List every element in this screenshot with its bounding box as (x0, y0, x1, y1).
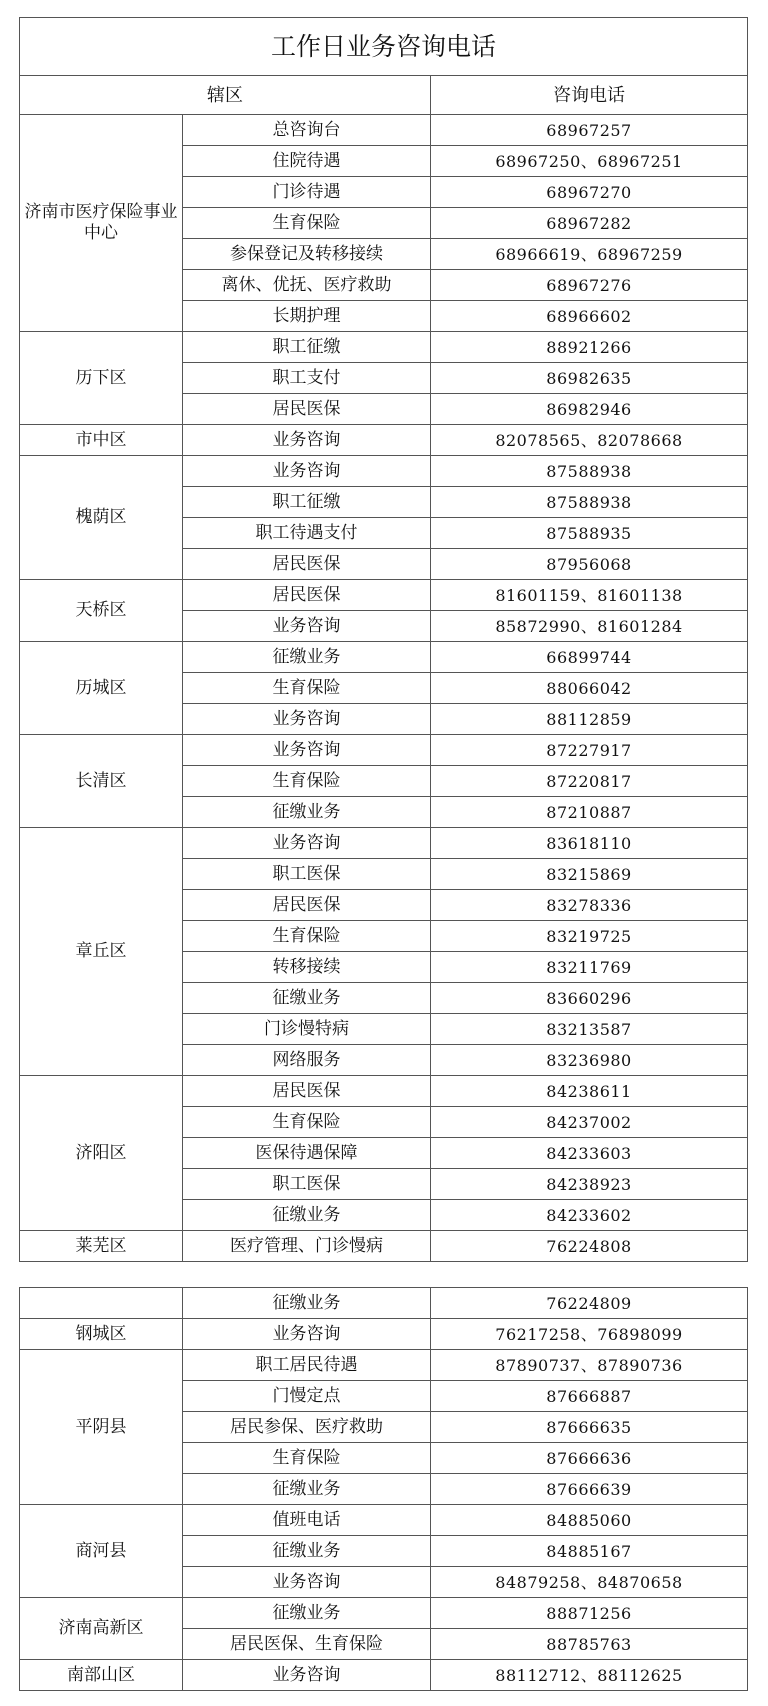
table-row (20, 642, 748, 673)
phone-cell: 87588938 (431, 456, 748, 487)
service-cell: 征缴业务 (183, 1288, 431, 1319)
table-row (20, 425, 748, 456)
phone-cell: 87666639 (431, 1474, 748, 1505)
service-cell: 征缴业务 (183, 797, 431, 828)
phone-cell: 88871256 (431, 1598, 748, 1629)
table-row (20, 1350, 748, 1381)
phone-cell: 68966619、68967259 (431, 239, 748, 270)
region-cell: 历下区 (20, 332, 183, 425)
service-cell: 职工医保 (183, 1169, 431, 1200)
table-title: 工作日业务咨询电话 (20, 18, 748, 76)
phone-cell: 85872990、81601284 (431, 611, 748, 642)
table-row (20, 1598, 748, 1629)
table-row (20, 1319, 748, 1350)
phone-cell: 83213587 (431, 1014, 748, 1045)
phone-cell: 87666636 (431, 1443, 748, 1474)
phone-cell: 84885167 (431, 1536, 748, 1567)
service-cell: 离休、优抚、医疗救助 (183, 270, 431, 301)
phone-cell: 68967276 (431, 270, 748, 301)
service-cell: 居民医保 (183, 394, 431, 425)
phone-cell: 68967250、68967251 (431, 146, 748, 177)
service-cell: 参保登记及转移接续 (183, 239, 431, 270)
service-cell: 居民医保 (183, 580, 431, 611)
phone-cell: 76224808 (431, 1231, 748, 1262)
service-cell: 职工征缴 (183, 487, 431, 518)
service-cell: 职工支付 (183, 363, 431, 394)
service-cell: 居民参保、医疗救助 (183, 1412, 431, 1443)
table-row (20, 735, 748, 766)
phone-cell: 88112712、88112625 (431, 1660, 748, 1691)
phone-cell: 84238611 (431, 1076, 748, 1107)
phone-cell: 83278336 (431, 890, 748, 921)
phone-cell: 87890737、87890736 (431, 1350, 748, 1381)
service-cell: 业务咨询 (183, 735, 431, 766)
region-cell: 莱芜区 (20, 1231, 183, 1262)
service-cell: 网络服务 (183, 1045, 431, 1076)
phone-table (19, 17, 748, 1262)
service-cell: 生育保险 (183, 1107, 431, 1138)
phone-cell: 84233603 (431, 1138, 748, 1169)
service-cell: 征缴业务 (183, 1536, 431, 1567)
service-cell: 业务咨询 (183, 1660, 431, 1691)
service-cell: 生育保险 (183, 766, 431, 797)
phone-cell: 86982635 (431, 363, 748, 394)
phone-cell: 88921266 (431, 332, 748, 363)
phone-cell: 87666887 (431, 1381, 748, 1412)
region-cell: 济阳区 (20, 1076, 183, 1231)
title-row (20, 18, 748, 76)
service-cell: 医疗管理、门诊慢病 (183, 1231, 431, 1262)
region-cell: 市中区 (20, 425, 183, 456)
phone-cell: 84879258、84870658 (431, 1567, 748, 1598)
phone-cell: 83660296 (431, 983, 748, 1014)
service-cell: 居民医保、生育保险 (183, 1629, 431, 1660)
table-row (20, 580, 748, 611)
region-cell: 济南市医疗保险事业中心 (20, 115, 183, 332)
table-row (20, 456, 748, 487)
phone-cell: 87227917 (431, 735, 748, 766)
phone-cell: 88112859 (431, 704, 748, 735)
phone-cell: 83211769 (431, 952, 748, 983)
service-cell: 医保待遇保障 (183, 1138, 431, 1169)
table-row (20, 1231, 748, 1262)
region-cell (20, 1288, 183, 1319)
table-row (20, 1660, 748, 1691)
phone-cell: 83219725 (431, 921, 748, 952)
service-cell: 职工待遇支付 (183, 518, 431, 549)
service-cell: 业务咨询 (183, 425, 431, 456)
service-cell: 征缴业务 (183, 1598, 431, 1629)
service-cell: 业务咨询 (183, 1319, 431, 1350)
phone-cell: 81601159、81601138 (431, 580, 748, 611)
region-cell: 南部山区 (20, 1660, 183, 1691)
service-cell: 生育保险 (183, 208, 431, 239)
table-row (20, 1505, 748, 1536)
phone-cell: 68967282 (431, 208, 748, 239)
region-cell: 钢城区 (20, 1319, 183, 1350)
phone-cell: 87220817 (431, 766, 748, 797)
phone-cell: 87588935 (431, 518, 748, 549)
phone-cell: 76224809 (431, 1288, 748, 1319)
header-region: 辖区 (20, 76, 431, 115)
phone-cell: 84885060 (431, 1505, 748, 1536)
phone-table-continued (19, 1287, 748, 1691)
service-cell: 业务咨询 (183, 1567, 431, 1598)
service-cell: 门诊待遇 (183, 177, 431, 208)
phone-cell: 66899744 (431, 642, 748, 673)
phone-cell: 68967257 (431, 115, 748, 146)
phone-cell: 68967270 (431, 177, 748, 208)
service-cell: 生育保险 (183, 921, 431, 952)
service-cell: 居民医保 (183, 549, 431, 580)
table-row (20, 828, 748, 859)
service-cell: 业务咨询 (183, 456, 431, 487)
phone-cell: 68966602 (431, 301, 748, 332)
header-row (20, 76, 748, 115)
region-cell: 章丘区 (20, 828, 183, 1076)
service-cell: 职工征缴 (183, 332, 431, 363)
table-row (20, 332, 748, 363)
phone-cell: 82078565、82078668 (431, 425, 748, 456)
region-cell: 长清区 (20, 735, 183, 828)
region-cell: 天桥区 (20, 580, 183, 642)
phone-cell: 88785763 (431, 1629, 748, 1660)
service-cell: 职工居民待遇 (183, 1350, 431, 1381)
phone-cell: 83236980 (431, 1045, 748, 1076)
service-cell: 征缴业务 (183, 983, 431, 1014)
phone-cell: 83215869 (431, 859, 748, 890)
service-cell: 业务咨询 (183, 611, 431, 642)
table-row (20, 1076, 748, 1107)
service-cell: 居民医保 (183, 890, 431, 921)
service-cell: 值班电话 (183, 1505, 431, 1536)
region-cell: 平阴县 (20, 1350, 183, 1505)
phone-cell: 76217258、76898099 (431, 1319, 748, 1350)
service-cell: 职工医保 (183, 859, 431, 890)
service-cell: 总咨询台 (183, 115, 431, 146)
table-row (20, 115, 748, 146)
service-cell: 住院待遇 (183, 146, 431, 177)
region-cell: 商河县 (20, 1505, 183, 1598)
service-cell: 业务咨询 (183, 828, 431, 859)
service-cell: 生育保险 (183, 673, 431, 704)
service-cell: 征缴业务 (183, 1200, 431, 1231)
table-row (20, 1288, 748, 1319)
service-cell: 长期护理 (183, 301, 431, 332)
phone-cell: 87210887 (431, 797, 748, 828)
service-cell: 业务咨询 (183, 704, 431, 735)
service-cell: 居民医保 (183, 1076, 431, 1107)
service-cell: 征缴业务 (183, 1474, 431, 1505)
region-cell: 济南高新区 (20, 1598, 183, 1660)
service-cell: 生育保险 (183, 1443, 431, 1474)
service-cell: 门诊慢特病 (183, 1014, 431, 1045)
phone-cell: 84233602 (431, 1200, 748, 1231)
service-cell: 门慢定点 (183, 1381, 431, 1412)
phone-cell: 87956068 (431, 549, 748, 580)
phone-cell: 84238923 (431, 1169, 748, 1200)
header-phone: 咨询电话 (431, 76, 748, 115)
phone-cell: 86982946 (431, 394, 748, 425)
region-cell: 槐荫区 (20, 456, 183, 580)
phone-cell: 83618110 (431, 828, 748, 859)
phone-cell: 88066042 (431, 673, 748, 704)
service-cell: 征缴业务 (183, 642, 431, 673)
region-cell: 历城区 (20, 642, 183, 735)
phone-cell: 87666635 (431, 1412, 748, 1443)
service-cell: 转移接续 (183, 952, 431, 983)
phone-cell: 87588938 (431, 487, 748, 518)
phone-cell: 84237002 (431, 1107, 748, 1138)
